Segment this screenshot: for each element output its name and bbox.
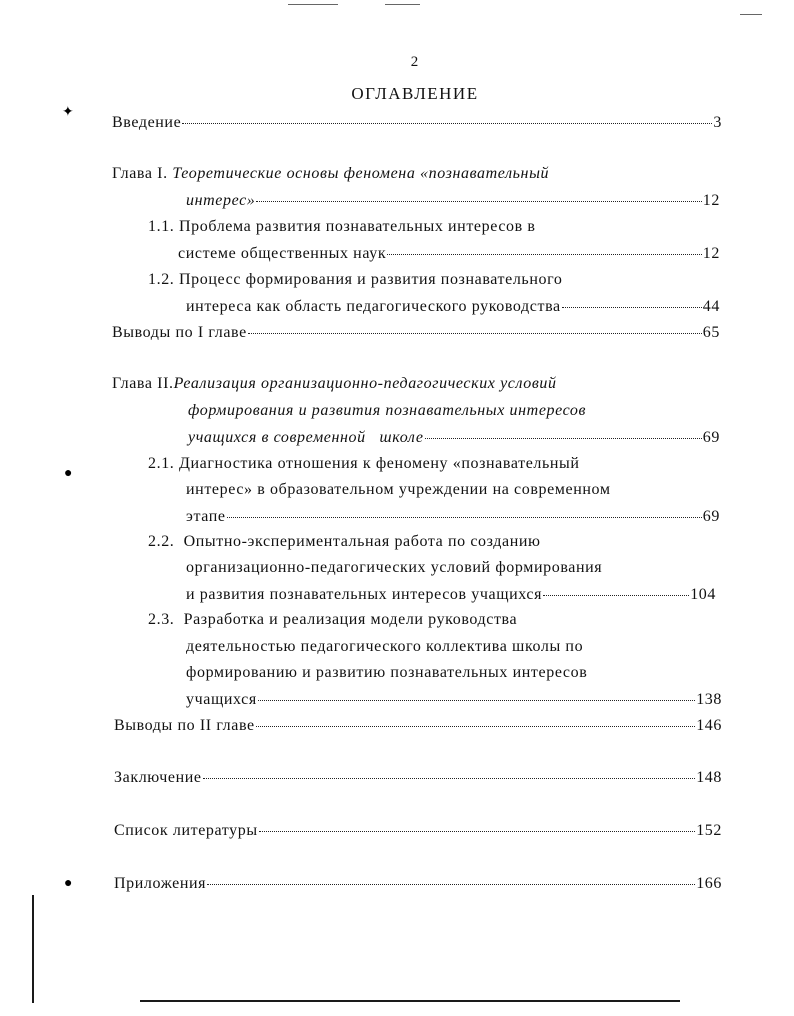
toc-page: 12 xyxy=(702,192,720,209)
scan-dash xyxy=(385,4,420,5)
toc-section-2-1-line2[interactable]: интерес» в образовательном учреждении на современном xyxy=(186,481,611,498)
leader-dots xyxy=(203,764,696,779)
toc-section-1-2-line1[interactable]: 1.2. Процесс формирования и развития познавательного xyxy=(148,271,563,288)
section-title: системе общественных наук xyxy=(178,245,387,262)
toc-section-1-1-line2[interactable] xyxy=(178,243,720,263)
chapter-title: Теоретические основы феномена «познавательный xyxy=(172,165,550,182)
leader-dots xyxy=(562,293,702,308)
scan-dash xyxy=(740,14,762,15)
section-title: учащихся xyxy=(186,691,257,708)
scan-speck-icon: ✦ xyxy=(62,105,74,120)
section-title: интереса как область педагогического руководства xyxy=(186,298,561,315)
toc-section-2-3-line4[interactable] xyxy=(186,689,722,709)
chapter-prefix: Глава I. xyxy=(112,165,173,182)
toc-page: 44 xyxy=(702,298,720,315)
toc-page: 166 xyxy=(696,875,722,892)
toc-page: 3 xyxy=(713,114,722,131)
toc-section-2-1-line3[interactable] xyxy=(186,506,720,526)
toc-section-2-2-line1[interactable]: 2.2. Опытно-экспериментальная работа по созданию xyxy=(148,533,541,550)
toc-page: 104 xyxy=(690,586,716,603)
leader-dots xyxy=(182,109,712,124)
page-title: ОГЛАВЛЕНИЕ xyxy=(351,84,479,103)
toc-entry-conclusion[interactable] xyxy=(114,767,722,787)
scan-left-edge xyxy=(32,895,34,1003)
toc-page: 138 xyxy=(696,691,722,708)
toc-label: Введение xyxy=(112,114,182,131)
scan-speck-icon: ● xyxy=(64,466,73,481)
toc-section-2-3-line1[interactable]: 2.3. Разработка и реализация модели руководства xyxy=(148,611,518,628)
leader-dots xyxy=(256,712,695,727)
scan-dash xyxy=(288,4,338,5)
toc-page: 12 xyxy=(702,245,720,262)
leader-dots xyxy=(425,424,702,439)
toc-section-2-2-line2[interactable]: организационно-педагогических условий формирования xyxy=(186,559,603,576)
leader-dots xyxy=(248,319,702,334)
scan-bottom-edge xyxy=(140,1000,680,1002)
toc-label: Выводы по I главе xyxy=(112,324,247,341)
leader-dots xyxy=(227,503,702,518)
chapter-title: интерес» xyxy=(186,192,256,209)
toc-section-1-1-line1[interactable]: 1.1. Проблема развития познавательных интересов в xyxy=(148,218,536,235)
toc-page: 146 xyxy=(696,717,722,734)
toc-page: 65 xyxy=(702,324,720,341)
toc-chapter-2-line2[interactable]: формирования и развития познавательных интересов xyxy=(188,402,587,419)
toc-page: 69 xyxy=(702,508,720,525)
toc-label: Заключение xyxy=(114,769,202,786)
toc-section-2-1-line1[interactable]: 2.1. Диагностика отношения к феномену «познавательный xyxy=(148,455,580,472)
toc-section-2-2-line3[interactable] xyxy=(186,584,716,604)
toc-chapter-2-line3[interactable] xyxy=(188,427,720,447)
toc-page: 69 xyxy=(702,429,720,446)
toc-page: 152 xyxy=(696,822,722,839)
chapter-title: Реализация организационно-педагогических условий xyxy=(173,375,557,392)
toc-chapter-1-line1[interactable] xyxy=(112,164,549,184)
toc-conclusions-2[interactable] xyxy=(114,715,722,735)
toc-chapter-2-line1[interactable] xyxy=(112,374,557,394)
leader-dots xyxy=(259,817,695,832)
chapter-prefix: Глава II. xyxy=(112,375,174,392)
leader-dots xyxy=(207,870,695,885)
toc-entry-literature[interactable] xyxy=(114,820,722,840)
toc-label: Список литературы xyxy=(114,822,258,839)
toc-entry-appendix[interactable] xyxy=(114,873,722,893)
toc-chapter-1-line2[interactable] xyxy=(186,190,720,210)
chapter-title: учащихся в современной школе xyxy=(188,429,424,446)
leader-dots xyxy=(258,686,695,701)
toc-section-2-3-line3[interactable]: формированию и развитию познавательных интересов xyxy=(186,664,588,681)
toc-label: Выводы по II главе xyxy=(114,717,255,734)
toc-section-2-3-line2[interactable]: деятельностью педагогического коллектива школы по xyxy=(186,638,584,655)
toc-conclusions-1[interactable] xyxy=(112,322,720,342)
leader-dots xyxy=(387,240,702,255)
toc-label: Приложения xyxy=(114,875,207,892)
toc-page: 148 xyxy=(696,769,722,786)
page-number: 2 xyxy=(410,54,420,70)
toc-entry-intro[interactable] xyxy=(112,112,722,132)
leader-dots xyxy=(256,187,701,202)
section-title: и развития познавательных интересов учащихся xyxy=(186,586,543,603)
section-title: этапе xyxy=(186,508,226,525)
leader-dots xyxy=(543,581,689,596)
scan-speck-icon: ● xyxy=(64,876,73,891)
toc-section-1-2-line2[interactable] xyxy=(186,296,720,316)
